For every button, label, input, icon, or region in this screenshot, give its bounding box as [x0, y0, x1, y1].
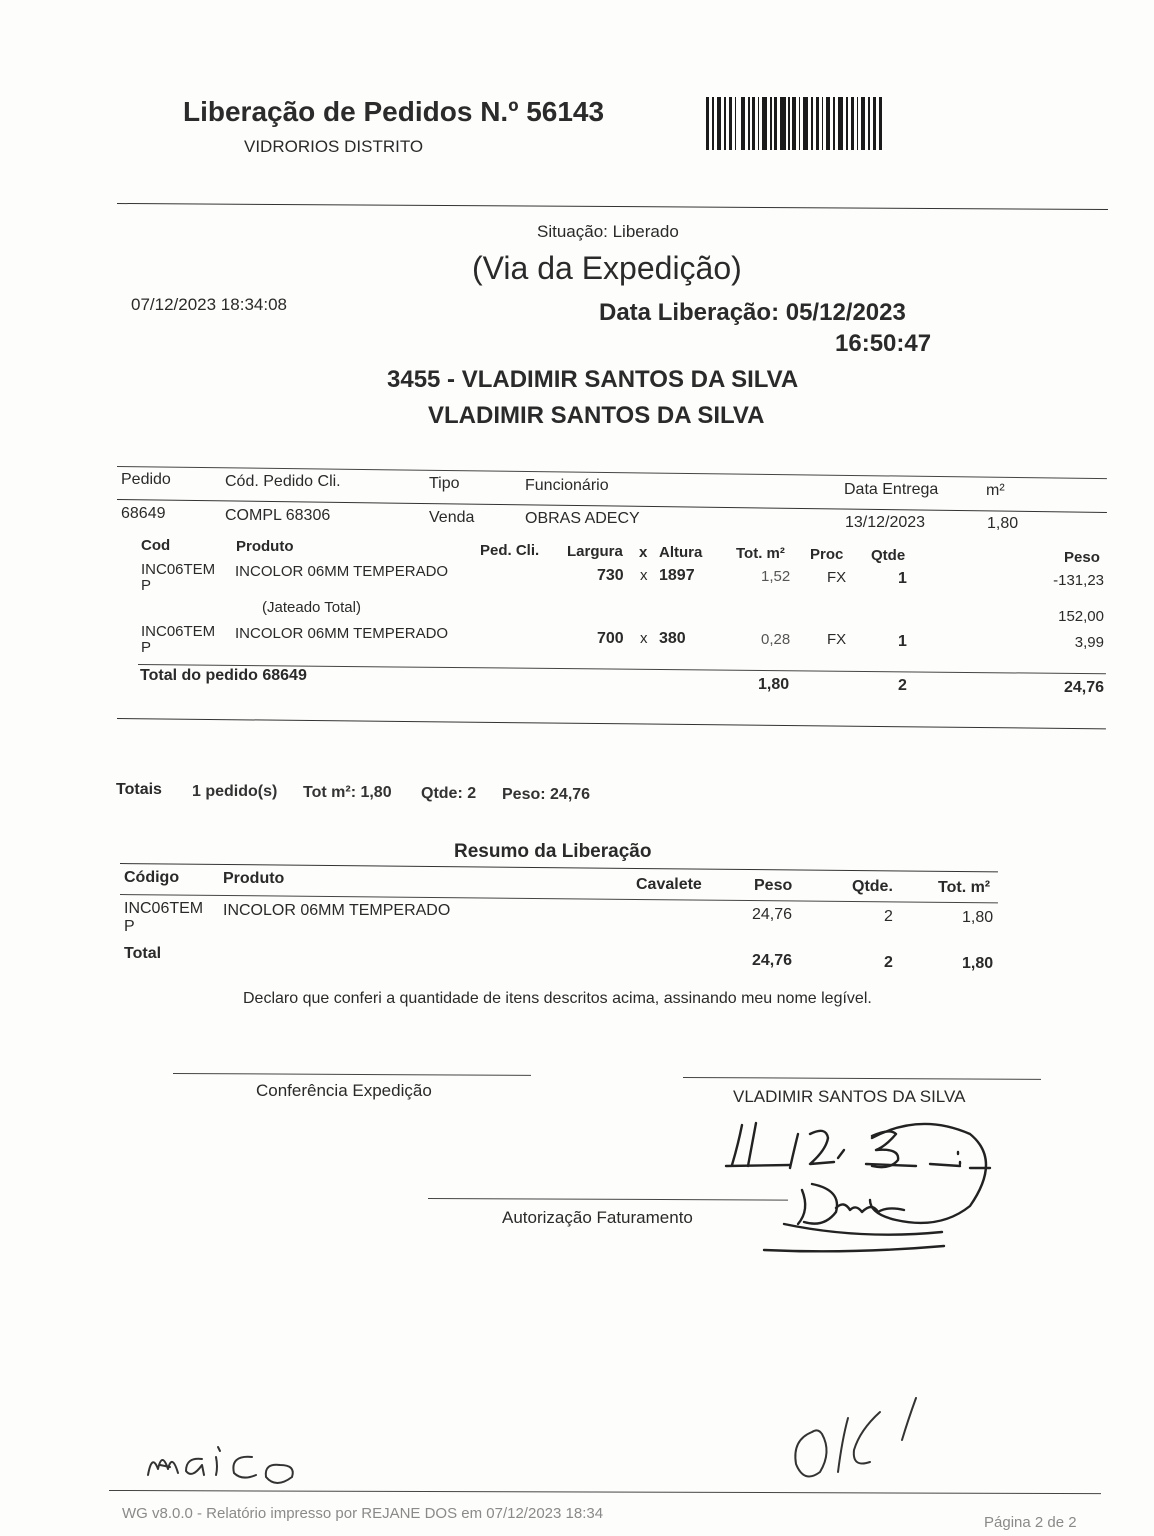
resumo-row-qtde: 2	[884, 908, 893, 925]
order-funcionario-value: OBRAS ADECY	[525, 510, 640, 527]
item-2-largura: 700	[597, 630, 624, 647]
order-total-qtde: 2	[898, 677, 907, 694]
col-header-tipo: Tipo	[429, 475, 460, 492]
item-2-cod: INC06TEM P	[141, 623, 216, 656]
item-header-cod: Cod	[141, 537, 171, 554]
item-1-largura: 730	[597, 567, 624, 584]
item-header-proc: Proc	[810, 546, 844, 563]
totais-qtde: Qtde: 2	[421, 785, 477, 802]
totais-m2: Tot m²: 1,80	[303, 784, 392, 801]
client-code-name: 3455 - VLADIMIR SANTOS DA SILVA	[387, 366, 799, 393]
item-1-x: x	[640, 567, 648, 584]
item-header-ped-cli: Ped. Cli.	[480, 542, 540, 559]
item-header-x: x	[639, 544, 648, 561]
resumo-total-tot-m2: 1,80	[962, 955, 994, 972]
resumo-title: Resumo da Liberação	[454, 841, 652, 862]
item-1-qtde: 1	[898, 570, 907, 587]
data-liberacao: Data Liberação: 05/12/2023	[599, 299, 906, 326]
order-cod-pedido-cli-value: COMPL 68306	[225, 507, 331, 524]
order-m2-value: 1,80	[987, 515, 1019, 532]
totais-pedidos: 1 pedido(s)	[192, 783, 278, 800]
col-header-data-entrega: Data Entrega	[844, 481, 939, 498]
item-2-proc: FX	[827, 631, 847, 648]
print-datetime: 07/12/2023 18:34:08	[131, 295, 287, 314]
item-header-produto: Produto	[236, 538, 294, 555]
resumo-row-peso: 24,76	[752, 906, 793, 923]
status-situacao: Situação: Liberado	[537, 222, 679, 241]
item-header-largura: Largura	[567, 543, 623, 560]
via-expedicao: (Via da Expedição)	[472, 250, 742, 286]
item-1-altura: 1897	[659, 567, 695, 584]
handwritten-date-signature	[720, 1120, 1010, 1260]
handwritten-mark-bottom-right	[790, 1390, 930, 1490]
header-divider	[117, 203, 1108, 210]
document-title: Liberação de Pedidos N.º 56143	[183, 96, 605, 127]
resumo-row-tot-m2: 1,80	[962, 909, 994, 926]
company-name: VIDRORIOS DISTRITO	[244, 137, 424, 156]
resumo-header-peso: Peso	[754, 877, 793, 894]
barcode-icon	[706, 97, 882, 150]
item-header-altura: Altura	[659, 544, 703, 561]
item-header-peso: Peso	[1064, 549, 1100, 566]
item-header-tot-m2: Tot. m²	[736, 545, 785, 562]
item-2-tot-m2: 0,28	[761, 631, 791, 648]
item-1-produto: INCOLOR 06MM TEMPERADO	[235, 563, 449, 580]
resumo-total-label: Total	[124, 945, 162, 962]
item-2-peso: 3,99	[1074, 634, 1104, 651]
order-tipo-value: Venda	[429, 509, 475, 526]
data-liberacao-time: 16:50:47	[835, 330, 932, 357]
resumo-total-qtde: 2	[884, 954, 893, 971]
signature-line-client	[683, 1077, 1041, 1080]
signature-label-autorizacao: Autorização Faturamento	[502, 1208, 693, 1227]
page-number: Página 2 de 2	[984, 1514, 1077, 1531]
declaration-text: Declaro que conferi a quantidade de itens descritos acima, assinando meu nome legível.	[243, 990, 872, 1007]
signature-line-conferencia	[173, 1073, 531, 1076]
item-1-peso: -131,23	[1053, 572, 1104, 589]
item-2-x: x	[640, 630, 648, 647]
item-1-note: (Jateado Total)	[262, 599, 361, 616]
resumo-header-qtde: Qtde.	[852, 878, 893, 895]
resumo-header-cavalete: Cavalete	[636, 876, 702, 893]
resumo-row-produto: INCOLOR 06MM TEMPERADO	[223, 902, 451, 919]
totais-label: Totais	[116, 781, 162, 798]
totais-peso: Peso: 24,76	[502, 786, 591, 803]
footer-text: WG v8.0.0 - Relatório impresso por REJANE DOS em 07/12/2023 18:34	[122, 1505, 604, 1522]
order-total-m2: 1,80	[758, 676, 790, 693]
col-header-m2: m²	[986, 482, 1005, 499]
item-1-proc: FX	[827, 569, 847, 586]
handwritten-initials-bottom-left	[140, 1435, 330, 1495]
col-header-funcionario: Funcionário	[525, 477, 609, 494]
item-2-altura: 380	[659, 630, 686, 647]
col-header-cod-pedido-cli: Cód. Pedido Cli.	[225, 473, 341, 490]
client-name: VLADIMIR SANTOS DA SILVA	[428, 402, 765, 429]
col-header-pedido: Pedido	[121, 471, 171, 488]
resumo-total-peso: 24,76	[752, 952, 793, 969]
item-1-cod: INC06TEM P	[141, 561, 216, 594]
order-data-entrega-value: 13/12/2023	[845, 514, 926, 531]
order-total-label: Total do pedido 68649	[140, 667, 307, 684]
item-2-produto: INCOLOR 06MM TEMPERADO	[235, 625, 449, 642]
signature-label-conferencia: Conferência Expedição	[256, 1081, 432, 1100]
resumo-row-codigo: INC06TEM P	[124, 900, 204, 935]
resumo-header-produto: Produto	[223, 870, 285, 887]
item-1-tot-m2: 1,52	[761, 568, 791, 585]
order-pedido-value: 68649	[121, 505, 166, 522]
item-header-qtde: Qtde	[871, 547, 906, 564]
resumo-header-codigo: Código	[124, 869, 180, 886]
signature-label-client: VLADIMIR SANTOS DA SILVA	[733, 1087, 966, 1106]
order-bottom-line	[117, 718, 1106, 729]
resumo-header-tot-m2: Tot. m²	[938, 879, 991, 896]
item-2-qtde: 1	[898, 633, 907, 650]
item-1-note-value: 152,00	[1058, 608, 1104, 625]
order-total-peso: 24,76	[1063, 679, 1104, 696]
